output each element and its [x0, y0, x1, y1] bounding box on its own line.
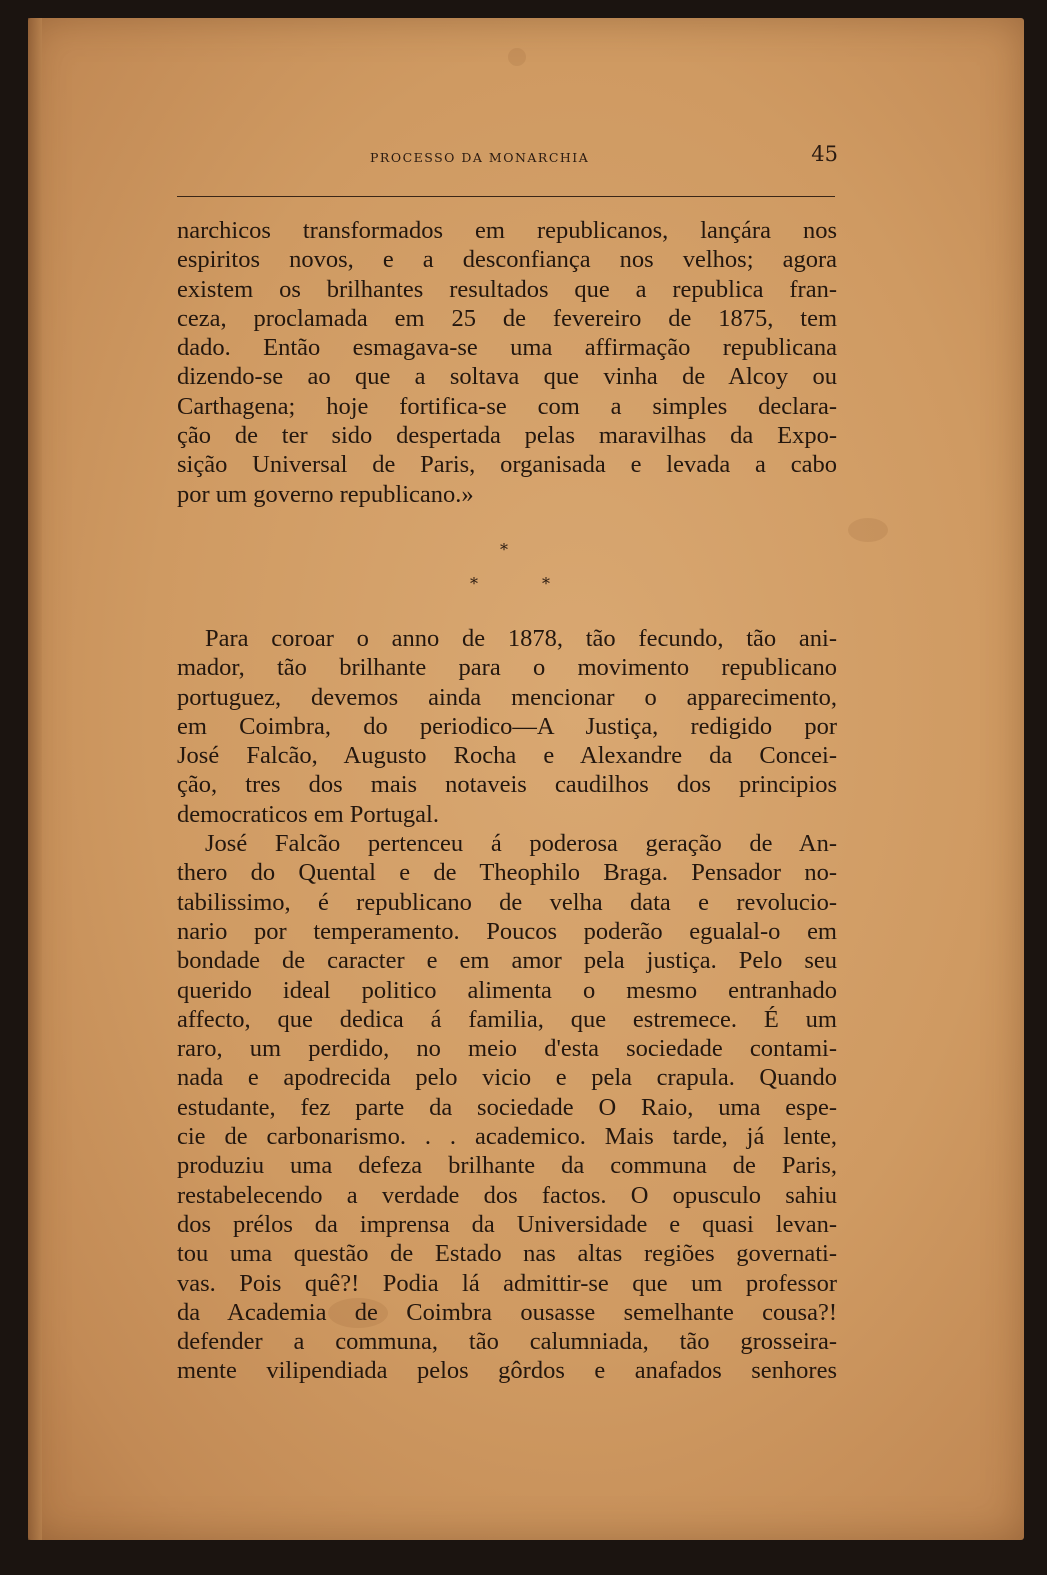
text-line: mador, tão brilhante para o movimento republicano [177, 654, 837, 682]
text-line: democraticos em Portugal. [177, 800, 439, 828]
running-head [148, 142, 838, 182]
text-line: vas. Pois quê?! Podia lá admittir-se que um professor [177, 1269, 837, 1297]
text-line: José Falcão pertenceu á poderosa geração de An- [205, 830, 837, 858]
page-number: 45 [811, 142, 838, 166]
text-line: da Academia de Coimbra ousasse semelhante cousa?! [177, 1298, 837, 1326]
text-line: dado. Então esmagava-se uma affirmação republicana [177, 334, 837, 362]
text-line: tabilissimo, é republicano de velha data e revolucio- [177, 888, 837, 916]
text-line: espiritos novos, e a desconfiança nos velhos; agora [177, 246, 837, 274]
text-line: narchicos transformados em republicanos, lançára nos [177, 217, 837, 244]
text-line: ção, tres dos mais notaveis caudilhos dos principios [177, 771, 837, 799]
text-line: dizendo-se ao que a soltava que vinha de Alcoy ou [177, 363, 837, 391]
text-line: cie de carbonarismo. . . academico. Mais tarde, já lente, [177, 1123, 837, 1151]
body-text [177, 624, 837, 1386]
text-line: bondade de caracter e em amor pela justiça. Pelo seu [177, 947, 837, 975]
text-line: ção de ter sido despertada pelas maravilhas da Expo- [177, 422, 837, 450]
text-line: Carthagena; hoje fortifica-se com a simples declara- [177, 392, 837, 420]
text-line: nario por temperamento. Poucos poderão egualal-o em [177, 917, 837, 945]
text-line: por um governo republicano.» [177, 480, 474, 508]
text-line: mente vilipendiada pelos gôrdos e anafados senhores [177, 1357, 837, 1385]
text-line: thero do Quental e de Theophilo Braga. Pensador no- [177, 859, 837, 887]
paper-stain [848, 518, 888, 542]
paper-stain [508, 48, 526, 66]
asterisk-left: * [470, 574, 478, 593]
text-line: existem os brilhantes resultados que a republica fran- [177, 275, 837, 303]
page-gutter [28, 18, 42, 1540]
running-title: PROCESSO DA MONARCHIA [370, 150, 590, 165]
text-line: Para coroar o anno de 1878, tão fecundo, tão ani- [205, 625, 837, 652]
asterisk-right: * [542, 574, 550, 593]
text-line: produziu uma defeza brilhante da communa de Paris, [177, 1152, 837, 1180]
text-line: nada e apodrecida pelo vicio e pela crapula. Quando [177, 1064, 837, 1092]
paragraph-continued [177, 216, 837, 509]
text-line: sição Universal de Paris, organisada e levada a cabo [177, 451, 837, 479]
text-line: estudante, fez parte da sociedade O Raio, uma espe- [177, 1093, 837, 1121]
text-line: querido ideal politico alimenta o mesmo entranhado [177, 976, 837, 1004]
text-line: portuguez, devemos ainda mencionar o apparecimento, [177, 683, 837, 711]
text-line: restabelecendo a verdade dos factos. O opusculo sahiu [177, 1181, 837, 1209]
text-line: dos prélos da imprensa da Universidade e quasi levan- [177, 1210, 837, 1238]
text-line: tou uma questão de Estado nas altas regiões governati- [177, 1240, 837, 1268]
text-line: em Coimbra, do periodico—A Justiça, redigido por [177, 712, 837, 740]
asterisk-top: * [500, 540, 508, 559]
header-rule [177, 196, 835, 197]
text-line: José Falcão, Augusto Rocha e Alexandre da Concei- [177, 742, 837, 770]
text-line: defender a communa, tão calumniada, tão grosseira- [177, 1328, 837, 1356]
text-line: raro, um perdido, no meio d'esta sociedade contami- [177, 1035, 837, 1063]
text-line: affecto, que dedica á familia, que estremece. É um [177, 1005, 837, 1033]
text-line: ceza, proclamada em 25 de fevereiro de 1875, tem [177, 304, 837, 332]
section-asterism [460, 540, 560, 600]
